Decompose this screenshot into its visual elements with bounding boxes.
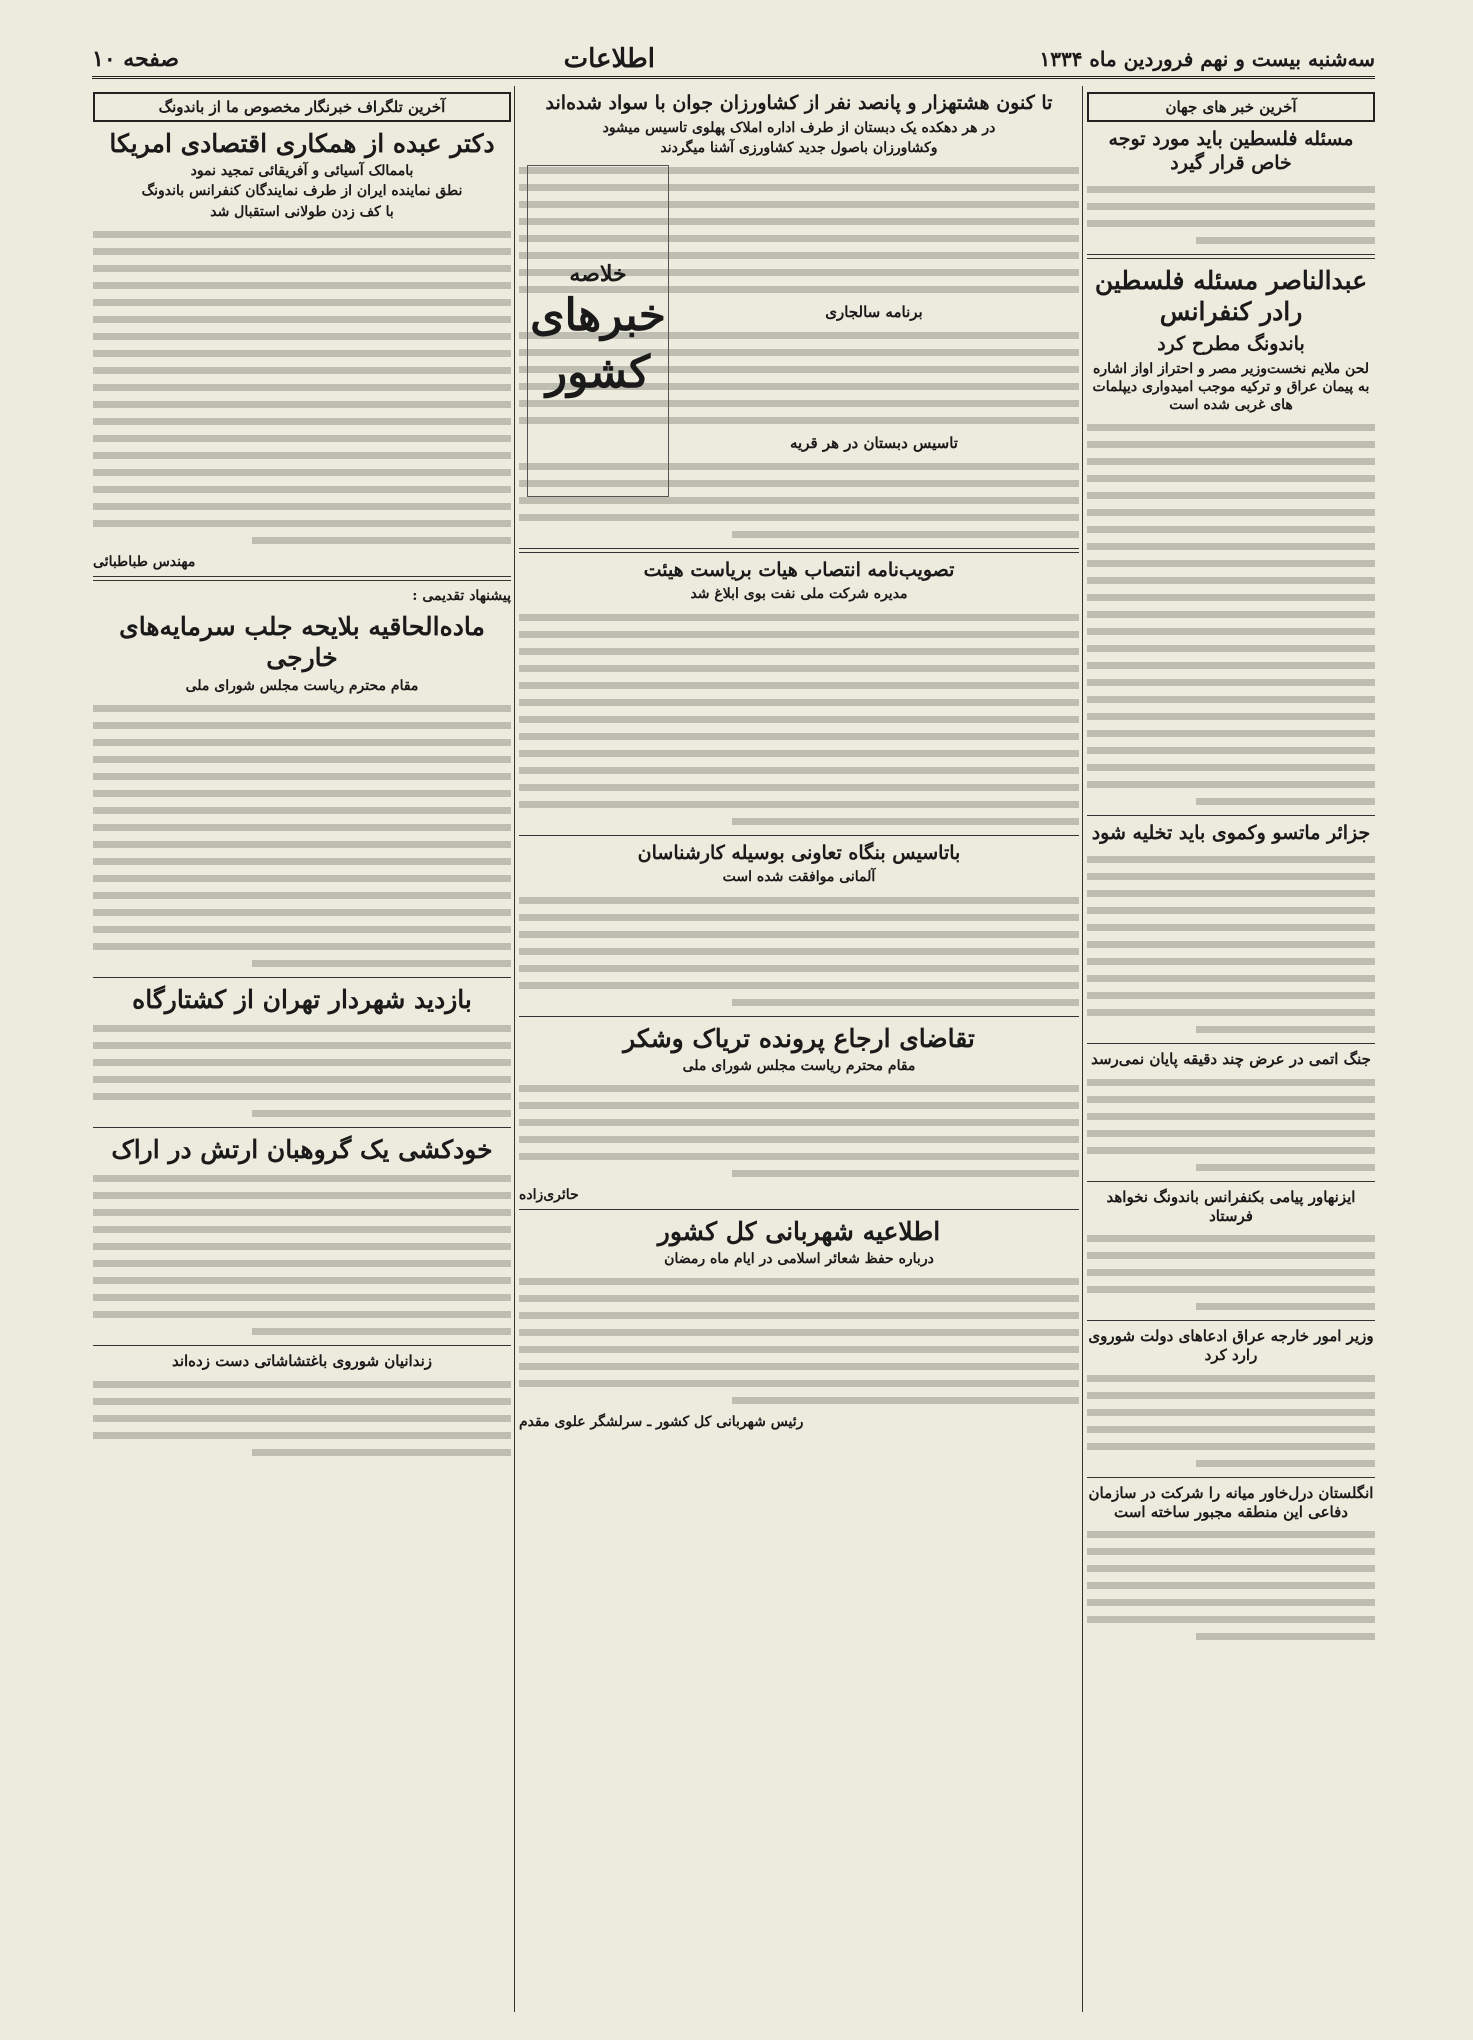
article-body <box>93 1025 511 1117</box>
column-special-reports <box>93 86 511 2012</box>
headline: انگلستان درل‌خاور میانه را شرکت در سازمان دفاعی این منطقه مجبور ساخته است <box>1088 1483 1374 1521</box>
subheadline: مقام محترم ریاست مجلس شورای ملی <box>682 1057 916 1074</box>
headline: ماده‌الحاقیه بلایحه جلب سرمایه‌های خارجی <box>119 612 485 673</box>
signature: رئیس شهربانی کل کشور ـ سرلشگر علوی مقدم <box>519 1414 804 1431</box>
article-body <box>519 1278 1079 1404</box>
proposal-label: پیشنهاد تقدیمی : <box>412 587 511 604</box>
headline: بازدید شهردار تهران از کشتارگاه <box>132 984 472 1014</box>
section-banner-domestic-summary <box>527 165 669 497</box>
article-body <box>519 614 1079 825</box>
headline: تا کنون هشتهزار و پانصد نفر از کشاورزان جوان با سواد شده‌اند <box>545 92 1053 114</box>
column-rule <box>1082 86 1083 2012</box>
headline: باتاسیس بنگاه تعاونی بوسیله کارشناسان <box>637 841 961 864</box>
article-body <box>93 705 511 967</box>
headline: برنامه سالجاری <box>825 303 923 322</box>
headline: تاسیس دبستان در هر قریه <box>790 433 958 452</box>
page-number: صفحه ۱۰ <box>92 46 180 72</box>
subheadline: لحن ملایم نخست‌وزیر مصر و احتراز اواز اشاره به پیمان عراق و ترکیه موجب امیدواری دیپلمات های غربی شده است <box>1092 360 1370 414</box>
column-rule <box>514 86 515 2012</box>
article-body <box>1087 856 1375 1033</box>
article-body <box>93 1175 511 1335</box>
section-box-special-correspondent: آخرین تلگراف خبرنگار مخصوص ما از باندونگ <box>93 92 511 122</box>
subheadline: وکشاورزان باصول جدید کشاورزی آشنا میگردند <box>660 139 938 156</box>
article-body <box>1087 424 1375 805</box>
column-world-news <box>1087 86 1375 2012</box>
subheadline: نطق نماینده ایران از طرف نمایندگان کنفرانس باندونگ <box>141 183 463 200</box>
headline: جنگ اتمی در عرض چند دقیقه پایان نمی‌رسد <box>1091 1050 1371 1069</box>
article-body <box>519 1085 1079 1177</box>
article-body <box>519 897 1079 1006</box>
subheadline: با کف زدن طولانی استقبال شد <box>210 203 394 220</box>
article-body <box>1087 186 1375 244</box>
headline: تصویب‌نامه انتصاب هیات بریاست هیئت <box>643 558 955 581</box>
signature: حائری‌زاده <box>519 1186 579 1203</box>
issue-date: سه‌شنبه بیست و نهم فروردین ماه ۱۳۳۴ <box>1039 47 1375 71</box>
article-body <box>1087 1079 1375 1171</box>
subheadline: باممالک آسیائی و آفریقائی تمجید نمود <box>190 163 414 180</box>
paper-name: اطلاعات <box>563 44 655 74</box>
article-body <box>1087 1375 1375 1467</box>
headline: مسئله فلسطین باید مورد توجه خاص قرار گیرد <box>1108 128 1354 174</box>
signature: مهندس طباطبائی <box>93 553 196 570</box>
column-domestic <box>519 86 1079 2012</box>
masthead <box>92 42 1375 79</box>
subheadline: مدیره شرکت ملی نفت بوی ابلاغ شد <box>690 586 908 603</box>
article-body <box>93 231 511 544</box>
article-body <box>93 1381 511 1456</box>
headline: تقاضای ارجاع پرونده تریاک وشکر <box>623 1023 975 1053</box>
headline: عبدالناصر مسئله فلسطین رادر کنفرانس <box>1094 265 1368 326</box>
banner-title: خبرهای کشور <box>530 289 666 399</box>
headline: اطلاعیه شهربانی کل کشور <box>657 1216 941 1246</box>
subheadline: در هر دهکده یک دبستان از طرف اداره املاک پهلوی تاسیس میشود <box>602 119 996 136</box>
section-box-world-news: آخرین خبر های جهان <box>1087 92 1375 122</box>
headline: خودکشی یک گروهبان ارتش در اراک <box>111 1134 493 1164</box>
subheadline: درباره حفظ شعائر اسلامی در ایام ماه رمضان <box>664 1251 934 1268</box>
headline: جزائر ماتسو وکموی باید تخلیه شود <box>1091 822 1371 845</box>
article-body <box>1087 1235 1375 1310</box>
headline: وزیر امور خارجه عراق ادعاهای دولت شوروی رارد کرد <box>1088 1327 1374 1365</box>
subheadline: مقام محترم ریاست مجلس شورای ملی <box>185 677 419 694</box>
subheadline: آلمانی موافقت شده است <box>722 869 876 886</box>
headline: دکتر عبده از همکاری اقتصادی امریکا <box>109 129 495 158</box>
headline: زندانیان شوروی باغتشاشاتی دست زده‌اند <box>171 1352 433 1371</box>
headline: ایزنهاور پیامی بکنفرانس باندونگ نخواهد فرستاد <box>1106 1187 1356 1225</box>
headline: باندونگ مطرح کرد <box>1157 333 1305 355</box>
article-body <box>1087 1531 1375 1640</box>
banner-label: خلاصه <box>569 260 627 287</box>
